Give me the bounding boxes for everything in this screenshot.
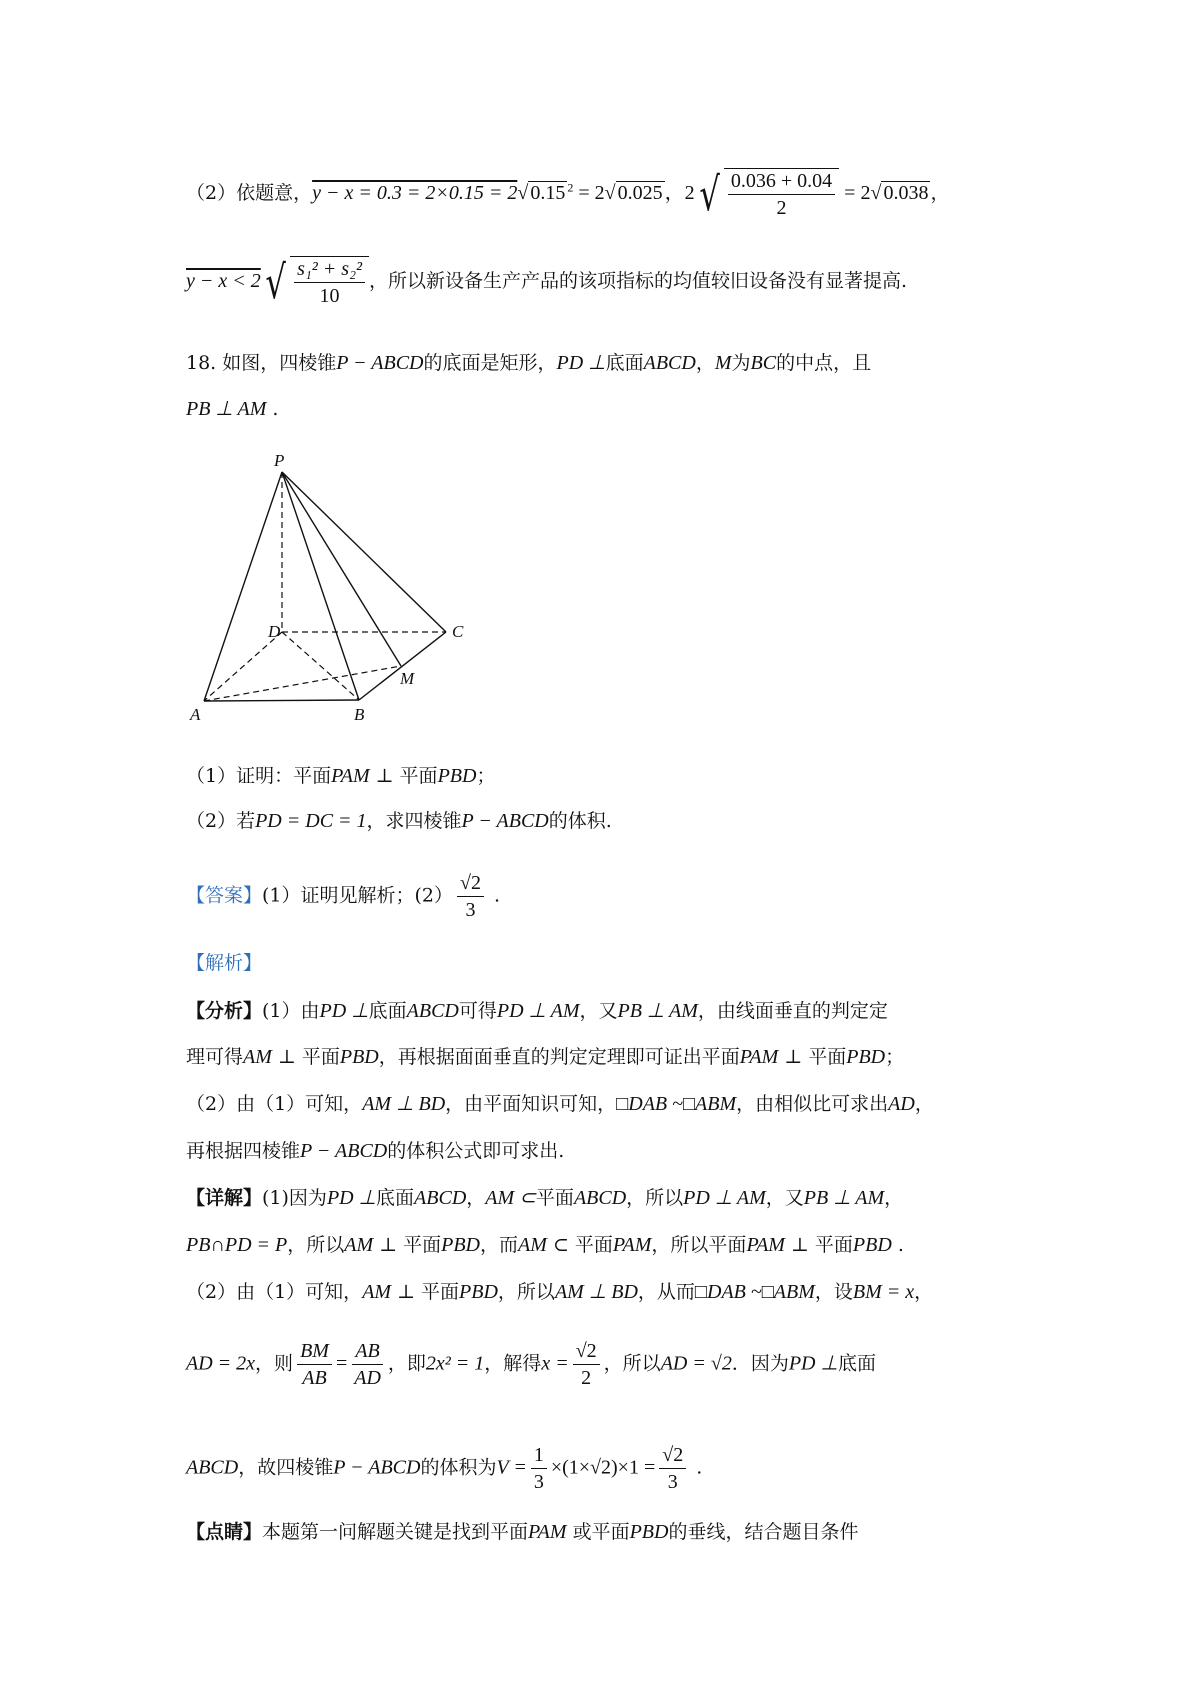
text: ⊥ 平面 bbox=[778, 1046, 847, 1068]
math: ，2 bbox=[664, 182, 695, 204]
text: 的体积为 bbox=[420, 1456, 497, 1479]
math: PD ⊥ bbox=[326, 1187, 377, 1209]
math: = 2 bbox=[573, 182, 605, 204]
text: ， bbox=[884, 1187, 904, 1209]
math: AM ⊥ BD bbox=[554, 1281, 638, 1303]
solution-line-2 bbox=[186, 256, 907, 308]
text: ⊥ 平面 bbox=[373, 1234, 442, 1256]
text: (1）证明见解析；(2） bbox=[262, 884, 454, 907]
math: ABCD bbox=[406, 1000, 459, 1022]
text: ，所以 bbox=[603, 1352, 661, 1375]
fraction bbox=[659, 1444, 686, 1493]
text: ， bbox=[695, 352, 715, 374]
text: (1)因为 bbox=[262, 1187, 327, 1209]
text: 可得 bbox=[458, 1000, 497, 1022]
math: AD = 2x bbox=[186, 1352, 256, 1375]
math: AM ⊥ BD bbox=[362, 1093, 446, 1115]
edge-PC bbox=[282, 472, 446, 632]
math: PAM bbox=[331, 765, 370, 787]
text: （1）证明：平面 bbox=[186, 765, 332, 787]
text: ，设 bbox=[814, 1281, 853, 1303]
text: ，解得 bbox=[484, 1352, 542, 1375]
text: ，由线面垂直的判定定 bbox=[697, 1000, 888, 1022]
text: ， bbox=[914, 1093, 934, 1115]
text: 的体积公式即可求出. bbox=[387, 1140, 565, 1162]
math: ABCD bbox=[186, 1456, 239, 1479]
denominator: 2 bbox=[581, 1367, 592, 1389]
text: ，则 bbox=[255, 1352, 294, 1375]
denominator: 10 bbox=[319, 285, 340, 307]
radicand: 0.038 bbox=[883, 182, 929, 204]
text: . bbox=[891, 1234, 904, 1256]
numerator: 0.036 + 0.04 bbox=[728, 170, 835, 195]
text: ，而 bbox=[480, 1234, 519, 1256]
math: AM bbox=[362, 1281, 392, 1303]
xiangjie-tag: 【详解】 bbox=[186, 1187, 263, 1209]
fraction bbox=[531, 1444, 547, 1493]
numerator: √2 bbox=[573, 1340, 600, 1365]
label-M: M bbox=[400, 669, 415, 688]
text: ．因为 bbox=[731, 1352, 789, 1375]
text: ，所以平面 bbox=[651, 1234, 747, 1256]
math: PB ⊥ AM bbox=[186, 398, 267, 420]
text: ，由平面知识可知， bbox=[445, 1093, 617, 1115]
text: 底面 bbox=[837, 1352, 876, 1375]
math: AM bbox=[518, 1234, 547, 1256]
math: PD = DC = 1 bbox=[255, 810, 367, 832]
fenxi-line-1 bbox=[186, 998, 888, 1024]
text: 底面 bbox=[605, 352, 644, 374]
text: . bbox=[266, 398, 279, 420]
text: ，再根据面面垂直的判定定理即可证出平面 bbox=[378, 1046, 740, 1068]
radicand: 0.15 bbox=[530, 182, 566, 204]
edge-AB bbox=[204, 700, 359, 701]
numerator: AB bbox=[352, 1340, 382, 1365]
sqrt: √ 0.15 $^2$ bbox=[517, 180, 574, 204]
label-B: B bbox=[354, 705, 365, 724]
question-18-line-2 bbox=[186, 396, 278, 422]
text: 的垂线，结合题目条件 bbox=[668, 1521, 859, 1543]
fraction bbox=[297, 1340, 332, 1389]
numerator: 1 bbox=[531, 1444, 547, 1469]
text: 底面 bbox=[376, 1187, 415, 1209]
text: ，由相似比可求出 bbox=[736, 1093, 889, 1115]
math: PBD bbox=[339, 1046, 379, 1068]
text: 本题第一问解题关键是找到平面 bbox=[262, 1521, 529, 1543]
math: PAM bbox=[746, 1234, 785, 1256]
numerator: √2 bbox=[457, 872, 484, 897]
radicand: 0.025 bbox=[617, 182, 663, 204]
math: PD ⊥ bbox=[788, 1352, 838, 1375]
math: PAM bbox=[612, 1234, 652, 1256]
math: V = bbox=[496, 1456, 527, 1479]
math: P − ABCD bbox=[336, 352, 424, 374]
answer-line bbox=[186, 872, 500, 921]
text: ⊥ 平面 bbox=[784, 1234, 853, 1256]
xiangjie-line-1 bbox=[186, 1185, 903, 1211]
sqrt: √ 0.038 bbox=[870, 182, 929, 204]
text: ； bbox=[885, 1046, 905, 1068]
math: ABCD bbox=[643, 352, 696, 374]
denominator: 3 bbox=[465, 899, 476, 921]
math: AM bbox=[344, 1234, 374, 1256]
math: AM bbox=[243, 1046, 272, 1068]
math: x = bbox=[541, 1352, 569, 1375]
math: PAM bbox=[528, 1521, 567, 1543]
math: P − ABCD bbox=[300, 1140, 388, 1162]
text: 的体积. bbox=[548, 810, 612, 832]
xiangjie-line-2 bbox=[186, 1232, 904, 1258]
fenxi-line-3 bbox=[186, 1091, 934, 1117]
math: PB ⊥ AM bbox=[803, 1187, 885, 1209]
sqrt: √ 0.025 bbox=[604, 182, 663, 204]
edge-AM bbox=[204, 666, 401, 701]
text: ，所以 bbox=[497, 1281, 555, 1303]
text: ，即 bbox=[387, 1352, 426, 1375]
math: □DAB ~□ABM bbox=[694, 1281, 815, 1303]
math: AD = √2 bbox=[660, 1352, 732, 1375]
text: ，故四棱锥 bbox=[238, 1456, 334, 1479]
math: AM ⊂ bbox=[485, 1187, 536, 1209]
math: AD bbox=[888, 1093, 915, 1115]
text: ，所以新设备生产产品的该项指标的均值较旧设备没有显著提高. bbox=[369, 270, 908, 292]
dianjing-line bbox=[186, 1519, 859, 1545]
big-sqrt: √ $\frac{\text{s₁² + s₂²}}{10}$ bbox=[261, 256, 369, 308]
math: PBD bbox=[629, 1521, 669, 1543]
denominator: 3 bbox=[667, 1471, 678, 1493]
fenxi-line-2 bbox=[186, 1044, 904, 1070]
text: 或平面 bbox=[566, 1521, 630, 1543]
math: 2x² = 1 bbox=[425, 1352, 485, 1375]
pyramid-figure bbox=[186, 450, 476, 730]
text: ，又 bbox=[579, 1000, 618, 1022]
math: PBD bbox=[852, 1234, 892, 1256]
text: 理可得 bbox=[186, 1046, 244, 1068]
fraction bbox=[573, 1340, 600, 1389]
math: ABCD bbox=[573, 1187, 627, 1209]
text: ⊥ 平面 bbox=[391, 1281, 460, 1303]
math: PD ⊥ AM bbox=[496, 1000, 580, 1022]
text: 底面 bbox=[368, 1000, 407, 1022]
numerator: BM bbox=[297, 1340, 332, 1365]
answer-tag: 【答案】 bbox=[186, 884, 263, 907]
text: ， bbox=[466, 1187, 486, 1209]
text: 的中点，且 bbox=[776, 352, 872, 374]
math: ABCD bbox=[414, 1187, 467, 1209]
math: PD ⊥ AM bbox=[683, 1187, 766, 1209]
text: ，从而 bbox=[637, 1281, 695, 1303]
text: 为 bbox=[731, 352, 751, 374]
fraction bbox=[294, 258, 365, 307]
math: y − x < 2 bbox=[186, 270, 261, 292]
xiangjie-line-5 bbox=[186, 1444, 702, 1493]
text: ， bbox=[914, 1281, 934, 1303]
math: = bbox=[335, 1352, 348, 1375]
denominator: 3 bbox=[533, 1471, 544, 1493]
part-1 bbox=[186, 763, 495, 789]
text: （2）依题意， bbox=[186, 182, 313, 204]
text: （2）由（1）可知， bbox=[186, 1281, 363, 1303]
text: ，求四棱锥 bbox=[366, 810, 462, 832]
text: . bbox=[488, 884, 501, 907]
fenxi-line-4 bbox=[186, 1138, 564, 1164]
dianjing-tag: 【点睛】 bbox=[186, 1521, 263, 1543]
text: ； bbox=[476, 765, 496, 787]
text: 18. 如图，四棱锥 bbox=[186, 352, 337, 374]
math: BC bbox=[750, 352, 777, 374]
math: PB∩PD = P bbox=[186, 1234, 288, 1256]
xiangjie-line-3 bbox=[186, 1279, 933, 1305]
math: P − ABCD bbox=[333, 1456, 421, 1479]
math: PBD bbox=[459, 1281, 498, 1303]
math: PBD bbox=[441, 1234, 480, 1256]
label-A: A bbox=[190, 705, 201, 724]
fraction bbox=[457, 872, 484, 921]
label-P: P bbox=[274, 451, 285, 470]
text: ，所以 bbox=[287, 1234, 345, 1256]
text: （2）若 bbox=[186, 810, 256, 832]
xiangjie-line-4 bbox=[186, 1340, 876, 1389]
math: PB ⊥ AM bbox=[617, 1000, 698, 1022]
label-C: C bbox=[452, 622, 464, 641]
denominator: AB bbox=[302, 1367, 327, 1389]
fenxi-tag: 【分析】 bbox=[186, 1000, 263, 1022]
solution-line-1 bbox=[186, 168, 949, 220]
text: (1）由 bbox=[262, 1000, 320, 1022]
text: ⊥ 平面 bbox=[271, 1046, 340, 1068]
text: 平面 bbox=[535, 1187, 574, 1209]
numerator: √2 bbox=[659, 1444, 686, 1469]
big-sqrt: √ $\frac{0.036 + 0.04}{2}$ bbox=[695, 168, 840, 220]
question-18-line-1 bbox=[186, 350, 871, 376]
text: ⊂ 平面 bbox=[546, 1234, 613, 1256]
text: ， bbox=[930, 182, 950, 204]
denominator: AD bbox=[354, 1367, 381, 1389]
edge-BC bbox=[359, 632, 446, 700]
numerator: s₁² + s₂² bbox=[294, 258, 365, 283]
text: （2）由（1）可知， bbox=[186, 1093, 363, 1115]
math: PBD bbox=[846, 1046, 886, 1068]
math: PAM bbox=[739, 1046, 779, 1068]
denominator: 2 bbox=[776, 197, 787, 219]
math: PD ⊥ bbox=[556, 352, 606, 374]
text: ，所以 bbox=[626, 1187, 684, 1209]
text: 的底面是矩形， bbox=[423, 352, 557, 374]
part-2 bbox=[186, 808, 612, 834]
edge-PM bbox=[282, 472, 401, 666]
fraction bbox=[728, 170, 835, 219]
fraction bbox=[351, 1340, 384, 1389]
math: PD ⊥ bbox=[319, 1000, 369, 1022]
math: M bbox=[714, 352, 732, 374]
text: ⊥ 平面 bbox=[369, 765, 438, 787]
math: □DAB ~□ABM bbox=[616, 1093, 737, 1115]
text: ，又 bbox=[765, 1187, 804, 1209]
math: = 2 bbox=[839, 182, 871, 204]
math: BM = x bbox=[852, 1281, 915, 1303]
math: P − ABCD bbox=[461, 810, 549, 832]
math: y − x = 0.3 = 2×0.15 = 2 bbox=[312, 182, 518, 204]
math: ×(1×√2)×1 = bbox=[550, 1456, 656, 1479]
text: 再根据四棱锥 bbox=[186, 1140, 301, 1162]
text: . bbox=[690, 1456, 703, 1479]
label-D: D bbox=[268, 622, 281, 641]
math: PBD bbox=[437, 765, 477, 787]
analysis-tag: 【解析】 bbox=[186, 952, 263, 974]
